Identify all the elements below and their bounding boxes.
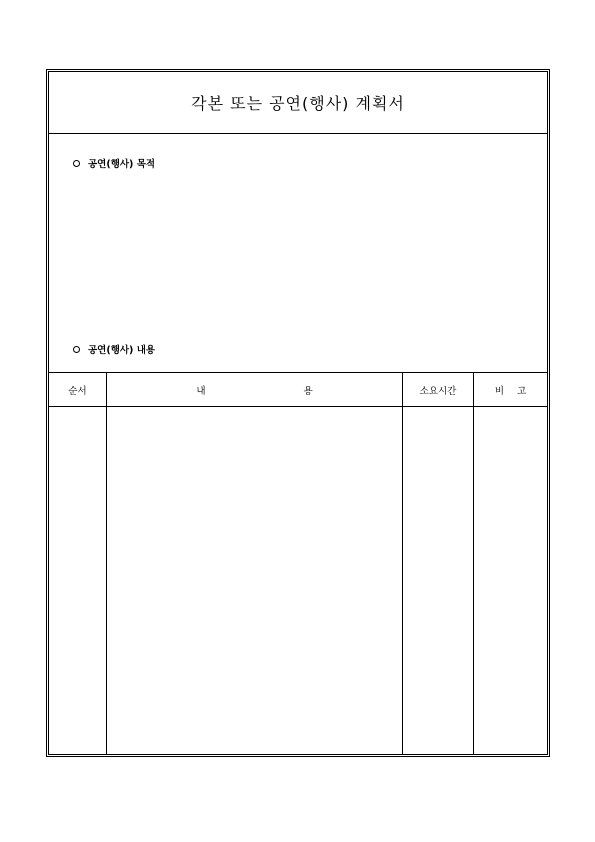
circle-bullet-icon: [73, 160, 80, 167]
form-title: 각본 또는 공연(행사) 계획서: [191, 94, 405, 113]
column-divider: [402, 373, 403, 754]
header-time: [403, 373, 473, 406]
circle-bullet-icon: [73, 346, 80, 353]
title-row: [49, 72, 547, 134]
purpose-section-heading: [73, 156, 155, 170]
form-frame: [46, 69, 550, 757]
header-time-label: 소요시간: [419, 385, 457, 397]
header-remarks-label: 비 고: [494, 385, 527, 397]
header-content: [107, 373, 402, 406]
header-order: [49, 373, 106, 406]
purpose-label: 공연(행사) 목적: [88, 159, 156, 170]
header-order-label: 순서: [68, 385, 87, 397]
column-divider: [106, 373, 107, 754]
content-section-heading: [73, 342, 155, 356]
column-divider: [473, 373, 474, 754]
header-remarks: [474, 373, 547, 406]
schedule-table: [49, 372, 547, 754]
header-content-label: 내 용: [196, 385, 313, 397]
content-label: 공연(행사) 내용: [88, 345, 156, 356]
